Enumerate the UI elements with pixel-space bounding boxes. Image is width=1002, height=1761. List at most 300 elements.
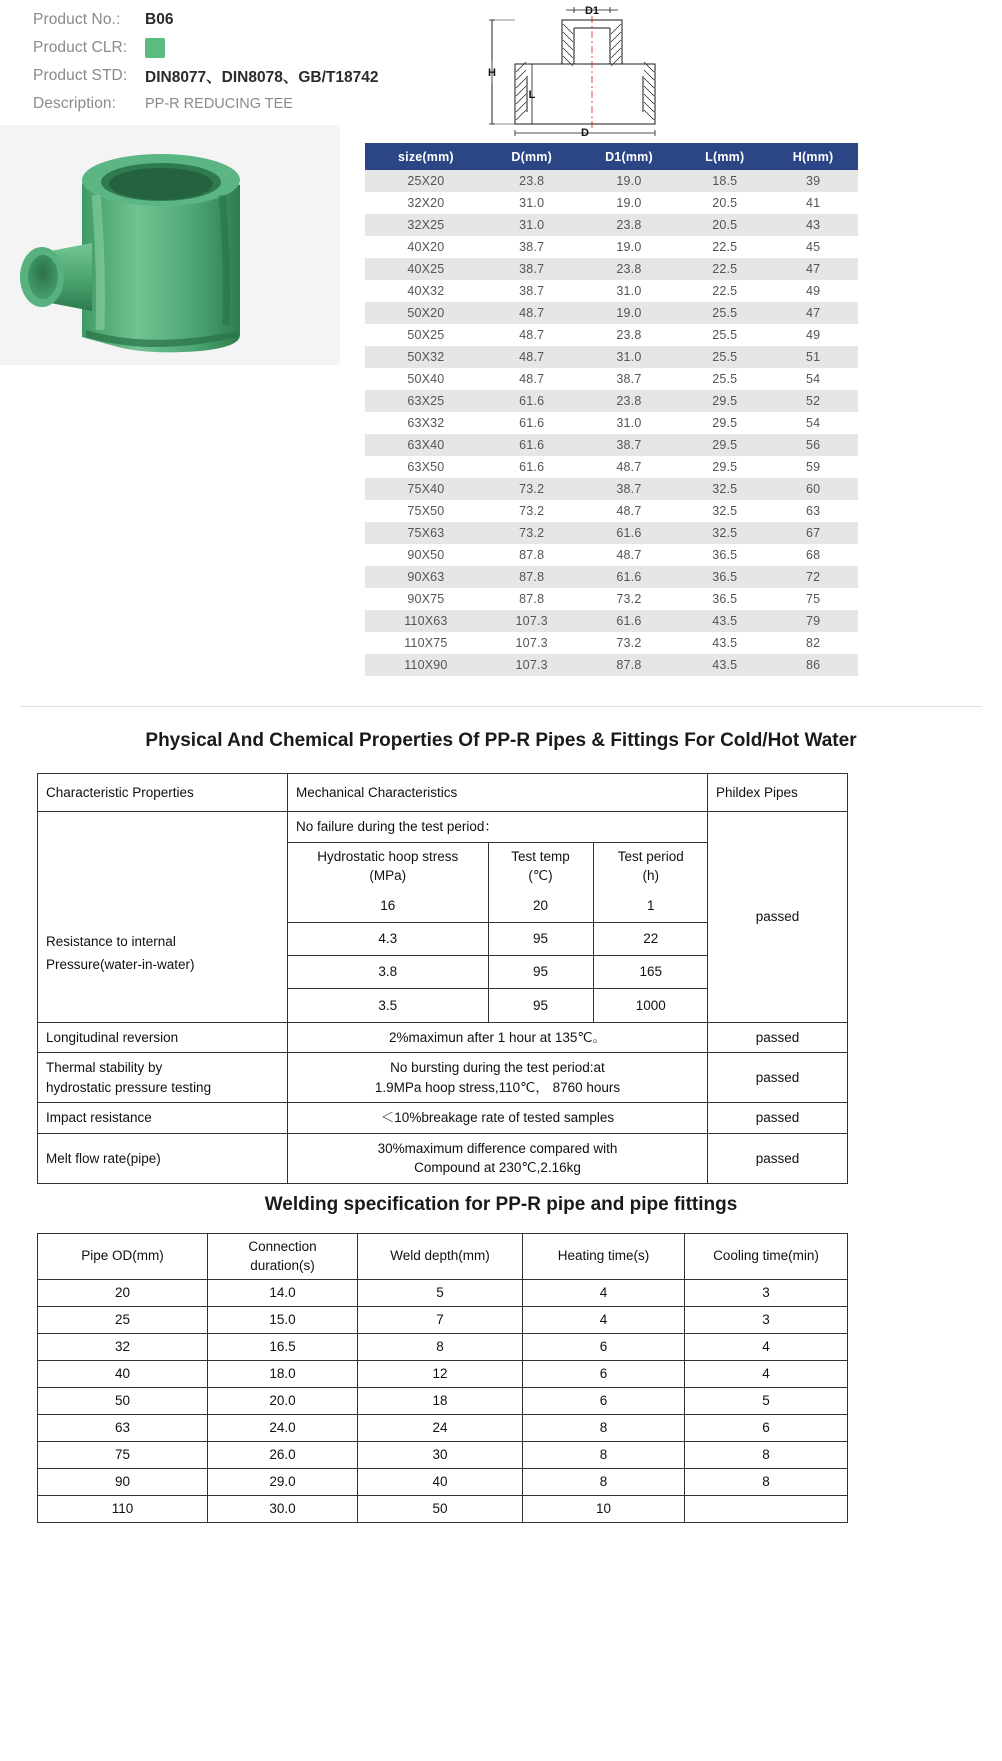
table-cell: 6	[523, 1361, 685, 1388]
hydrostatic-subheader-row	[288, 842, 708, 890]
table-cell: 4	[685, 1334, 848, 1361]
table-cell: 8	[358, 1334, 523, 1361]
table-cell: 48.7	[519, 350, 545, 364]
table-cell: 29.5	[712, 460, 738, 474]
property-characteristic-line: Melt flow rate(pipe)	[46, 1150, 161, 1166]
hydrostatic-stress-value: 16	[288, 890, 488, 923]
table-cell: 54	[805, 416, 821, 430]
subheader-stress-l2: (MPa)	[369, 868, 407, 884]
table-cell: 38.7	[519, 262, 545, 276]
table-row	[365, 588, 858, 610]
table-cell: 22.5	[712, 240, 738, 254]
table-row	[365, 544, 858, 566]
table-cell: 43	[805, 218, 821, 232]
properties-row	[38, 1053, 848, 1103]
properties-row	[38, 1022, 848, 1053]
table-cell: 40X25	[407, 262, 445, 276]
table-cell: 90X63	[407, 570, 445, 584]
table-cell: 38.7	[616, 482, 642, 496]
table-cell: 87.8	[616, 658, 642, 672]
table-cell: 51	[805, 350, 821, 364]
hydrostatic-row	[288, 923, 708, 956]
table-cell: 5	[685, 1388, 848, 1415]
table-cell: 90	[38, 1469, 208, 1496]
table-cell: 90X50	[407, 548, 445, 562]
table-cell: 18.5	[712, 174, 738, 188]
table-cell: 50X25	[407, 328, 445, 342]
table-row	[365, 456, 858, 478]
table-row	[38, 1388, 848, 1415]
table-cell: 31.0	[616, 350, 642, 364]
subheader-period	[593, 842, 708, 890]
table-cell: 31.0	[616, 284, 642, 298]
welding-column-header	[38, 1234, 208, 1280]
property-value-line: Compound at 230℃,2.16kg	[414, 1160, 581, 1176]
subheader-stress-l1: Hydrostatic hoop stress	[317, 848, 459, 864]
property-value	[288, 1133, 708, 1183]
table-cell: 61.6	[519, 438, 545, 452]
welding-column-header-line: Connection	[248, 1239, 317, 1255]
product-header	[0, 0, 1002, 140]
table-cell: 14.0	[208, 1280, 358, 1307]
hydrostatic-subtable	[288, 812, 708, 1022]
table-row	[365, 478, 858, 500]
table-cell: 6	[523, 1334, 685, 1361]
product-attribute-label: Product STD:	[33, 67, 128, 84]
table-cell: 3	[685, 1307, 848, 1334]
welding-column-header-line: Weld depth(mm)	[390, 1248, 490, 1264]
table-cell: 32.5	[712, 482, 738, 496]
table-cell: 32.5	[712, 526, 738, 540]
property-characteristic	[38, 1103, 288, 1134]
table-cell: 50X20	[407, 306, 445, 320]
table-row	[38, 1361, 848, 1388]
table-cell: 40	[358, 1469, 523, 1496]
ppr-reducing-tee-image	[0, 125, 340, 365]
welding-column-header	[523, 1234, 685, 1280]
table-cell: 75X63	[407, 526, 445, 540]
table-cell: 26.0	[208, 1442, 358, 1469]
table-cell: 20	[38, 1280, 208, 1307]
subheader-temp-l2: (℃)	[528, 868, 553, 884]
table-cell: 23.8	[616, 328, 642, 342]
table-cell: 73.2	[519, 504, 545, 518]
property-characteristic-line: Longitudinal reversion	[46, 1029, 179, 1045]
property-result: passed	[708, 1022, 848, 1053]
welding-column-header-line: Cooling time(min)	[713, 1248, 819, 1264]
table-cell: 12	[358, 1361, 523, 1388]
table-cell: 47	[805, 262, 821, 276]
table-cell: 18.0	[208, 1361, 358, 1388]
properties-row	[38, 1133, 848, 1183]
table-cell: 36.5	[712, 548, 738, 562]
product-attribute-row	[33, 90, 378, 118]
table-cell: 20.0	[208, 1388, 358, 1415]
table-cell: 86	[805, 658, 821, 672]
table-cell: 40	[38, 1361, 208, 1388]
table-cell: 73.2	[616, 636, 642, 650]
product-attribute-row	[33, 62, 378, 90]
table-cell: 107.3	[515, 636, 548, 650]
size-table-column-header: H(mm)	[768, 143, 858, 170]
table-cell: 22.5	[712, 262, 738, 276]
table-cell: 75X50	[407, 504, 445, 518]
welding-column-header	[208, 1234, 358, 1280]
table-row	[365, 192, 858, 214]
resistance-characteristic	[38, 812, 288, 1023]
property-value-line: ＜10%breakage rate of tested samples	[380, 1110, 615, 1126]
hydrostatic-stress-value: 4.3	[288, 923, 488, 956]
welding-column-header-line: duration(s)	[250, 1257, 315, 1273]
table-cell: 4	[523, 1307, 685, 1334]
hydrostatic-note-row	[288, 812, 708, 842]
table-cell: 43.5	[712, 658, 738, 672]
properties-table	[37, 773, 848, 1184]
table-cell: 7	[358, 1307, 523, 1334]
table-cell: 32X25	[407, 218, 445, 232]
table-cell: 41	[805, 196, 821, 210]
table-cell: 63X32	[407, 416, 445, 430]
table-row	[38, 1307, 848, 1334]
product-attribute-row	[33, 6, 378, 34]
size-table-column-header: L(mm)	[681, 143, 768, 170]
table-row	[365, 346, 858, 368]
table-row	[365, 236, 858, 258]
table-cell: 48.7	[519, 328, 545, 342]
table-cell: 110X90	[404, 658, 448, 672]
table-cell: 36.5	[712, 592, 738, 606]
table-cell: 6	[685, 1415, 848, 1442]
table-cell: 43.5	[712, 636, 738, 650]
subheader-period-l2: (h)	[642, 868, 660, 884]
header-mechanical: Mechanical Characteristics	[288, 774, 708, 812]
table-cell: 32X20	[407, 196, 445, 210]
table-cell: 50	[358, 1496, 523, 1523]
table-cell: 24	[358, 1415, 523, 1442]
table-cell: 18	[358, 1388, 523, 1415]
resistance-result: passed	[708, 812, 848, 1023]
dimension-label-l: L	[528, 89, 536, 101]
hydrostatic-period-value: 1	[593, 890, 708, 923]
table-cell: 3	[685, 1280, 848, 1307]
table-cell: 38.7	[519, 240, 545, 254]
table-cell: 72	[805, 570, 821, 584]
table-cell: 8	[523, 1469, 685, 1496]
product-attribute-label: Product No.:	[33, 11, 121, 28]
table-cell: 40X32	[407, 284, 445, 298]
product-photo	[0, 125, 340, 365]
table-row	[38, 1496, 848, 1523]
product-attribute-list	[33, 6, 378, 118]
welding-column-header-line: Heating time(s)	[557, 1248, 650, 1264]
hydrostatic-temp-value: 95	[488, 956, 593, 989]
property-characteristic-line: hydrostatic pressure testing	[46, 1079, 212, 1095]
table-cell: 43.5	[712, 614, 738, 628]
table-cell: 23.8	[616, 218, 642, 232]
table-cell: 8	[523, 1442, 685, 1469]
product-attribute-value: PP-R REDUCING TEE	[145, 96, 293, 112]
table-cell: 32	[38, 1334, 208, 1361]
table-row	[365, 302, 858, 324]
hydrostatic-temp-value: 95	[488, 923, 593, 956]
table-cell: 19.0	[616, 174, 642, 188]
table-row	[365, 390, 858, 412]
table-cell: 75	[805, 592, 821, 606]
table-cell	[685, 1496, 848, 1523]
table-cell: 29.5	[712, 394, 738, 408]
table-row	[365, 632, 858, 654]
table-cell: 29.5	[712, 438, 738, 452]
table-cell: 50X40	[407, 372, 445, 386]
size-dimensions-table	[365, 143, 858, 676]
table-cell: 25.5	[712, 328, 738, 342]
properties-section-title: Physical And Chemical Properties Of PP-R Pipes & Fittings For Cold/Hot Water	[145, 730, 857, 751]
table-cell: 30.0	[208, 1496, 358, 1523]
hydrostatic-note: No failure during the test period：	[288, 812, 708, 842]
table-row	[365, 368, 858, 390]
table-cell: 110X63	[404, 614, 448, 628]
table-cell: 8	[685, 1469, 848, 1496]
hydrostatic-period-value: 22	[593, 923, 708, 956]
table-cell: 32.5	[712, 504, 738, 518]
table-cell: 63	[38, 1415, 208, 1442]
section-divider	[20, 706, 982, 707]
reducing-tee-cross-section-svg	[470, 2, 700, 136]
hydrostatic-stress-value: 3.5	[288, 989, 488, 1022]
properties-row	[38, 1103, 848, 1134]
table-cell: 59	[805, 460, 821, 474]
table-cell: 10	[523, 1496, 685, 1523]
table-cell: 110X75	[404, 636, 448, 650]
table-cell: 45	[805, 240, 821, 254]
table-cell: 87.8	[519, 570, 545, 584]
table-cell: 31.0	[519, 218, 545, 232]
table-cell: 25.5	[712, 350, 738, 364]
subheader-temp-l1: Test temp	[511, 848, 570, 864]
property-characteristic-line: Thermal stability by	[46, 1060, 163, 1076]
table-row	[365, 566, 858, 588]
table-cell: 90X75	[407, 592, 445, 606]
table-cell: 67	[805, 526, 821, 540]
property-value	[288, 1053, 708, 1103]
hydrostatic-data-rows	[288, 890, 708, 1022]
properties-row-resistance	[38, 812, 848, 1023]
table-cell: 25.5	[712, 306, 738, 320]
table-cell: 61.6	[519, 416, 545, 430]
properties-header-row	[38, 774, 848, 812]
table-cell: 6	[523, 1388, 685, 1415]
property-value	[288, 1022, 708, 1053]
table-cell: 82	[805, 636, 821, 650]
table-cell: 15.0	[208, 1307, 358, 1334]
table-cell: 63X25	[407, 394, 445, 408]
table-cell: 79	[805, 614, 821, 628]
table-cell: 73.2	[616, 592, 642, 606]
table-cell: 19.0	[616, 306, 642, 320]
hydrostatic-temp-value: 20	[488, 890, 593, 923]
table-cell: 61.6	[616, 570, 642, 584]
table-row	[365, 214, 858, 236]
hydrostatic-stress-value: 3.8	[288, 956, 488, 989]
dimension-label-d1: D1	[584, 5, 600, 17]
table-cell: 48.7	[616, 548, 642, 562]
table-cell: 23.8	[519, 174, 545, 188]
table-cell: 63X40	[407, 438, 445, 452]
table-cell: 75X40	[407, 482, 445, 496]
table-row	[38, 1280, 848, 1307]
table-row	[365, 258, 858, 280]
table-cell: 49	[805, 284, 821, 298]
properties-additional-rows	[38, 1022, 848, 1183]
table-cell: 29.5	[712, 416, 738, 430]
table-cell: 23.8	[616, 394, 642, 408]
technical-drawing	[470, 2, 700, 136]
hydrostatic-temp-value: 95	[488, 989, 593, 1022]
table-cell: 48.7	[519, 372, 545, 386]
table-row	[365, 280, 858, 302]
table-cell: 75	[38, 1442, 208, 1469]
welding-section-title: Welding specification for PP-R pipe and pipe fittings	[264, 1194, 738, 1215]
hydrostatic-row	[288, 890, 708, 923]
resistance-name-line2: Pressure(water-in-water)	[46, 956, 195, 972]
property-value-line: No bursting during the test period:at	[390, 1060, 605, 1076]
table-row	[365, 610, 858, 632]
table-row	[365, 434, 858, 456]
table-row	[365, 324, 858, 346]
table-cell: 50	[38, 1388, 208, 1415]
table-cell: 87.8	[519, 548, 545, 562]
table-cell: 63	[805, 504, 821, 518]
resistance-name-line1: Resistance to internal	[46, 933, 176, 949]
product-attribute-value: DIN8077、DIN8078、GB/T18742	[145, 69, 379, 86]
table-cell: 8	[523, 1415, 685, 1442]
table-cell: 24.0	[208, 1415, 358, 1442]
table-cell: 49	[805, 328, 821, 342]
welding-specification-table	[37, 1233, 848, 1523]
table-cell: 36.5	[712, 570, 738, 584]
table-row	[365, 412, 858, 434]
table-cell: 73.2	[519, 482, 545, 496]
header-phildex: Phildex Pipes	[708, 774, 848, 812]
table-cell: 22.5	[712, 284, 738, 298]
property-characteristic	[38, 1133, 288, 1183]
table-row	[365, 500, 858, 522]
header-characteristic: Characteristic Properties	[38, 774, 288, 812]
table-cell: 60	[805, 482, 821, 496]
table-cell: 47	[805, 306, 821, 320]
table-cell: 23.8	[616, 262, 642, 276]
property-result: passed	[708, 1103, 848, 1134]
table-cell: 5	[358, 1280, 523, 1307]
table-cell: 56	[805, 438, 821, 452]
table-cell: 25X20	[407, 174, 445, 188]
table-cell: 61.6	[519, 460, 545, 474]
table-cell: 29.0	[208, 1469, 358, 1496]
hydrostatic-row	[288, 989, 708, 1022]
table-row	[38, 1415, 848, 1442]
property-value-line: 1.9MPa hoop stress,110℃， 8760 hours	[374, 1079, 621, 1095]
table-row	[365, 170, 858, 192]
table-cell: 31.0	[519, 196, 545, 210]
table-cell: 107.3	[515, 614, 548, 628]
property-value-line: 30%maximum difference compared with	[377, 1140, 618, 1156]
table-row	[365, 654, 858, 676]
dimension-label-h: H	[488, 67, 496, 79]
table-cell: 48.7	[616, 460, 642, 474]
table-cell: 87.8	[519, 592, 545, 606]
table-cell: 48.7	[616, 504, 642, 518]
table-cell: 38.7	[616, 372, 642, 386]
table-cell: 38.7	[519, 284, 545, 298]
table-cell: 61.6	[616, 614, 642, 628]
table-cell: 19.0	[616, 240, 642, 254]
table-cell: 50X32	[407, 350, 445, 364]
table-row	[38, 1442, 848, 1469]
table-cell: 31.0	[616, 416, 642, 430]
welding-table-body	[38, 1280, 848, 1523]
size-table-body	[365, 170, 858, 676]
table-cell: 8	[685, 1442, 848, 1469]
table-cell: 4	[523, 1280, 685, 1307]
table-cell: 39	[805, 174, 821, 188]
property-value	[288, 1103, 708, 1134]
table-row	[38, 1469, 848, 1496]
property-value-line: 2%maximun after 1 hour at 135℃。	[388, 1029, 606, 1045]
product-color-swatch	[145, 38, 165, 58]
property-characteristic-line: Impact resistance	[46, 1110, 152, 1126]
resistance-detail-cell	[288, 812, 708, 1023]
table-cell: 54	[805, 372, 821, 386]
product-attribute-label: Product CLR:	[33, 39, 128, 56]
table-cell: 30	[358, 1442, 523, 1469]
table-cell: 25	[38, 1307, 208, 1334]
size-table-header-row	[365, 143, 858, 170]
welding-column-header	[685, 1234, 848, 1280]
hydrostatic-period-value: 1000	[593, 989, 708, 1022]
table-cell: 16.5	[208, 1334, 358, 1361]
table-cell: 61.6	[616, 526, 642, 540]
product-attribute-label: Description:	[33, 95, 117, 112]
table-cell: 20.5	[712, 196, 738, 210]
subheader-temp	[488, 842, 593, 890]
table-cell: 20.5	[712, 218, 738, 232]
table-row	[365, 522, 858, 544]
dimension-label-d: D	[581, 127, 589, 136]
subheader-stress	[288, 842, 488, 890]
property-characteristic	[38, 1022, 288, 1053]
size-table-column-header: D1(mm)	[577, 143, 682, 170]
table-cell: 52	[805, 394, 821, 408]
welding-column-header-line: Pipe OD(mm)	[81, 1248, 164, 1264]
table-cell: 19.0	[616, 196, 642, 210]
size-table-column-header: size(mm)	[365, 143, 487, 170]
table-cell: 68	[805, 548, 821, 562]
table-cell: 48.7	[519, 306, 545, 320]
size-table-column-header: D(mm)	[487, 143, 577, 170]
subheader-period-l1: Test period	[617, 848, 684, 864]
table-cell: 25.5	[712, 372, 738, 386]
table-cell: 63X50	[407, 460, 445, 474]
product-attribute-row	[33, 34, 378, 62]
property-characteristic	[38, 1053, 288, 1103]
table-cell: 110	[38, 1496, 208, 1523]
hydrostatic-row	[288, 956, 708, 989]
property-result: passed	[708, 1053, 848, 1103]
welding-column-header	[358, 1234, 523, 1280]
property-result: passed	[708, 1133, 848, 1183]
welding-header-row	[38, 1234, 848, 1280]
hydrostatic-period-value: 165	[593, 956, 708, 989]
